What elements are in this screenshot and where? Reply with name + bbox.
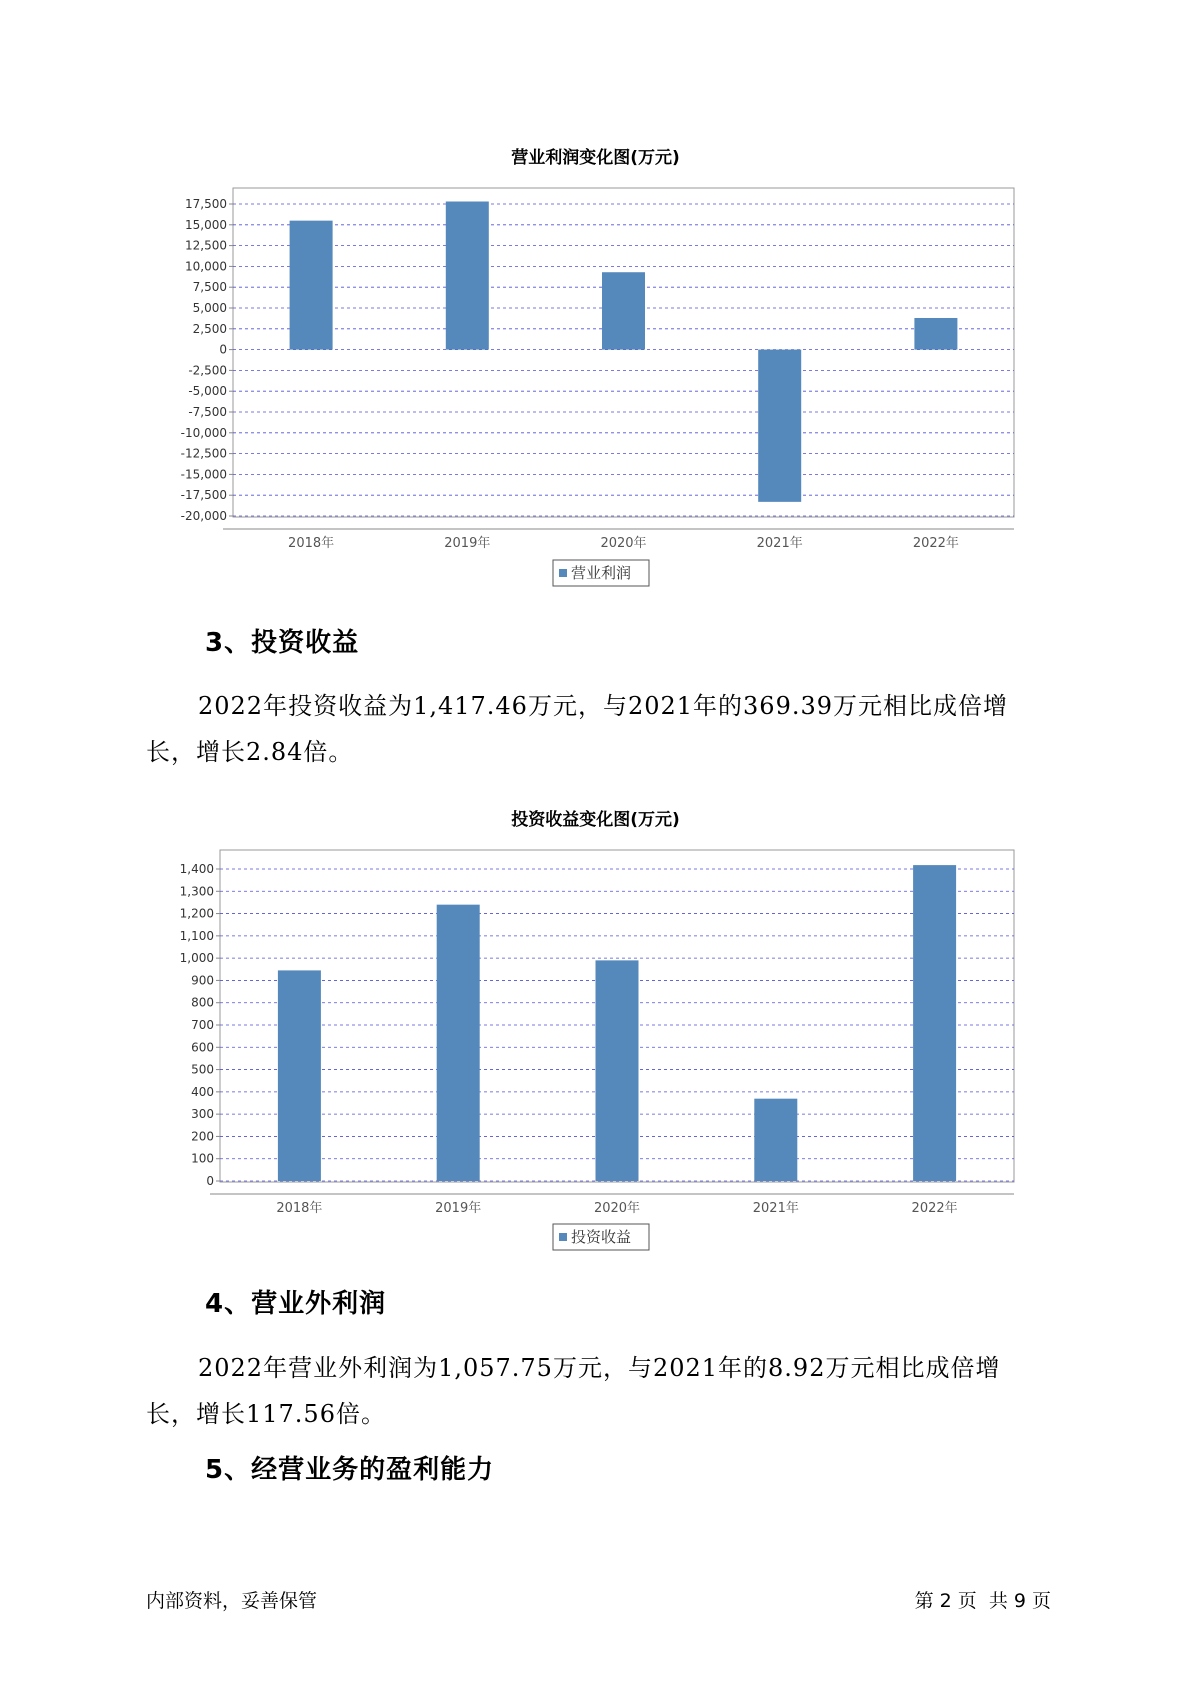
chart-1-title: 营业利润变化图(万元) bbox=[511, 148, 680, 168]
y-tick-label: 2,500 bbox=[192, 321, 227, 336]
y-tick-label: 1,300 bbox=[179, 884, 214, 899]
y-tick-label: 0 bbox=[206, 1174, 214, 1188]
y-tick-label: 0 bbox=[219, 342, 227, 357]
bar bbox=[754, 1099, 797, 1181]
y-tick-label: -10,000 bbox=[180, 425, 227, 440]
y-tick-label: 1,100 bbox=[179, 928, 214, 943]
x-tick-label: 2018年 bbox=[288, 536, 335, 551]
y-tick-label: -12,500 bbox=[180, 446, 227, 461]
x-tick-label: 2019年 bbox=[435, 1201, 482, 1216]
section-heading-operating-profitability: 5、经营业务的盈利能力 bbox=[205, 1455, 495, 1485]
x-tick-label: 2021年 bbox=[752, 1201, 799, 1216]
bar bbox=[914, 318, 957, 350]
investment-income-chart bbox=[0, 842, 1191, 1252]
section-text-non-operating-profit: 2022年营业外利润为1,057.75万元，与2021年的8.92万元相比成倍增长，增长117.56倍。 bbox=[146, 1354, 1001, 1428]
bar bbox=[596, 960, 639, 1181]
y-tick-label: 700 bbox=[191, 1018, 214, 1032]
footer-confidential-note: 内部资料，妥善保管 bbox=[146, 1590, 318, 1612]
y-tick-label: -20,000 bbox=[180, 509, 227, 523]
bar bbox=[758, 350, 801, 502]
y-tick-label: 17,500 bbox=[185, 197, 227, 211]
y-tick-label: 1,000 bbox=[179, 951, 214, 966]
plot-area bbox=[233, 188, 1014, 517]
y-tick-label: 1,400 bbox=[179, 862, 214, 876]
y-tick-label: -7,500 bbox=[188, 405, 227, 419]
legend-swatch bbox=[559, 569, 567, 577]
x-tick-label: 2022年 bbox=[911, 1201, 958, 1216]
y-tick-label: 500 bbox=[191, 1062, 214, 1077]
y-tick-label: -2,500 bbox=[188, 363, 227, 378]
bar bbox=[602, 272, 645, 349]
y-tick-label: 5,000 bbox=[192, 301, 227, 315]
bar bbox=[290, 221, 333, 350]
x-tick-label: 2021年 bbox=[756, 536, 803, 551]
y-tick-label: -15,000 bbox=[180, 467, 227, 482]
y-tick-label: -17,500 bbox=[180, 488, 227, 503]
y-tick-label: 800 bbox=[191, 995, 214, 1010]
bar bbox=[278, 970, 321, 1181]
section-text-investment-income: 2022年投资收益为1,417.46万元，与2021年的369.39万元相比成倍增长，增长2.84倍。 bbox=[146, 692, 1009, 766]
chart-2-title: 投资收益变化图(万元) bbox=[511, 810, 680, 830]
y-tick-label: 12,500 bbox=[185, 238, 227, 253]
y-tick-label: 900 bbox=[191, 973, 214, 988]
x-tick-label: 2020年 bbox=[600, 536, 647, 551]
y-tick-label: -5,000 bbox=[188, 384, 227, 399]
bar bbox=[437, 905, 480, 1181]
x-tick-label: 2022年 bbox=[912, 536, 959, 551]
y-tick-label: 300 bbox=[191, 1107, 214, 1122]
section-heading-investment-income: 3、投资收益 bbox=[205, 628, 360, 658]
y-tick-label: 200 bbox=[191, 1129, 214, 1144]
footer-page-number: 第 2 页 共 9 页 bbox=[914, 1590, 1051, 1612]
y-tick-label: 15,000 bbox=[185, 217, 227, 232]
legend-label: 营业利润 bbox=[571, 564, 632, 582]
section-heading-non-operating-profit: 4、营业外利润 bbox=[205, 1289, 387, 1319]
legend-label: 投资收益 bbox=[571, 1228, 632, 1246]
y-tick-label: 600 bbox=[191, 1040, 214, 1055]
x-tick-label: 2019年 bbox=[444, 536, 491, 551]
x-tick-label: 2018年 bbox=[276, 1201, 323, 1216]
y-tick-label: 1,200 bbox=[179, 906, 214, 921]
y-tick-label: 7,500 bbox=[192, 280, 227, 295]
y-tick-label: 400 bbox=[191, 1084, 214, 1099]
bar bbox=[913, 865, 956, 1181]
operating-profit-chart bbox=[0, 180, 1191, 590]
y-tick-label: 100 bbox=[191, 1151, 214, 1166]
bar bbox=[446, 202, 489, 350]
y-tick-label: 10,000 bbox=[185, 259, 227, 274]
x-tick-label: 2020年 bbox=[593, 1201, 641, 1216]
legend-swatch bbox=[559, 1233, 567, 1241]
